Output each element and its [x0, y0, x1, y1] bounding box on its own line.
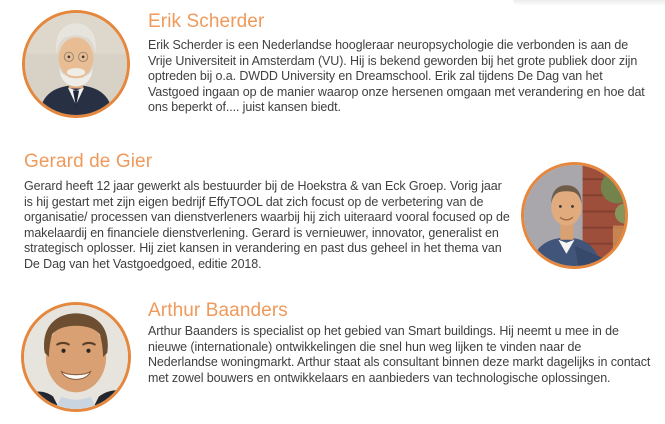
portrait-gerard-de-gier-image: [524, 165, 625, 266]
portrait-erik-scherder-image: [25, 13, 127, 115]
speaker-bio-arthur-baanders: Arthur Baanders is specialist op het gebied van Smart buildings. Hij neemt u mee in de nieuwe (internationale) ontwikkelingen die snel hun weg lijken te vinden naar de Nederlandse woningmarkt. Arthur staat als consultant binnen deze markt dagelijks in contact met zowel bouwers en ontwikkelaars en aanbieders van technologische oplossingen.: [148, 324, 651, 385]
speaker-photo-arthur-baanders: [21, 302, 131, 412]
speaker-name-gerard-de-gier: Gerard de Gier: [24, 151, 153, 172]
speaker-photo-gerard-de-gier: [521, 162, 628, 269]
speaker-name-erik-scherder: Erik Scherder: [148, 11, 265, 32]
portrait-arthur-baanders-image: [24, 305, 128, 409]
speaker-photo-erik-scherder: [22, 10, 130, 118]
speaker-bio-erik-scherder: Erik Scherder is een Nederlandse hoogleraar neuropsychologie die verbonden is aan de Vrije Universiteit in Amsterdam (VU). Hij is bekend geworden bij het grote publiek door zijn optreden bij o.a. DWDD University en Dreamschool. Erik zal tijdens De Dag van het Vastgoed ingaan op de manier waarop onze hersenen omgaan met verandering en hoe dat ons beperkt of.... juist kansen biedt.: [148, 38, 645, 115]
top-edge-shadow: [513, 0, 665, 5]
speaker-name-arthur-baanders: Arthur Baanders: [148, 300, 288, 321]
speaker-bio-gerard-de-gier: Gerard heeft 12 jaar gewerkt als bestuurder bij de Hoekstra & van Eck Groep. Vorig jaar is hij gestart met zijn eigen bedrijf EffyTOOL dat zich focust op de verbetering van de organisatie/ processen van dienstverleners waarbij hij zich uiteraard vooral focused op de makelaardij en financiele dienstverlening. Gerard is vernieuwer, innovator, generalist en strategisch oplosser. Hij ziet kansen in verandering en past dus geheel in het thema van De Dag van het Vastgoedgoed, editie 2018.: [24, 179, 510, 271]
